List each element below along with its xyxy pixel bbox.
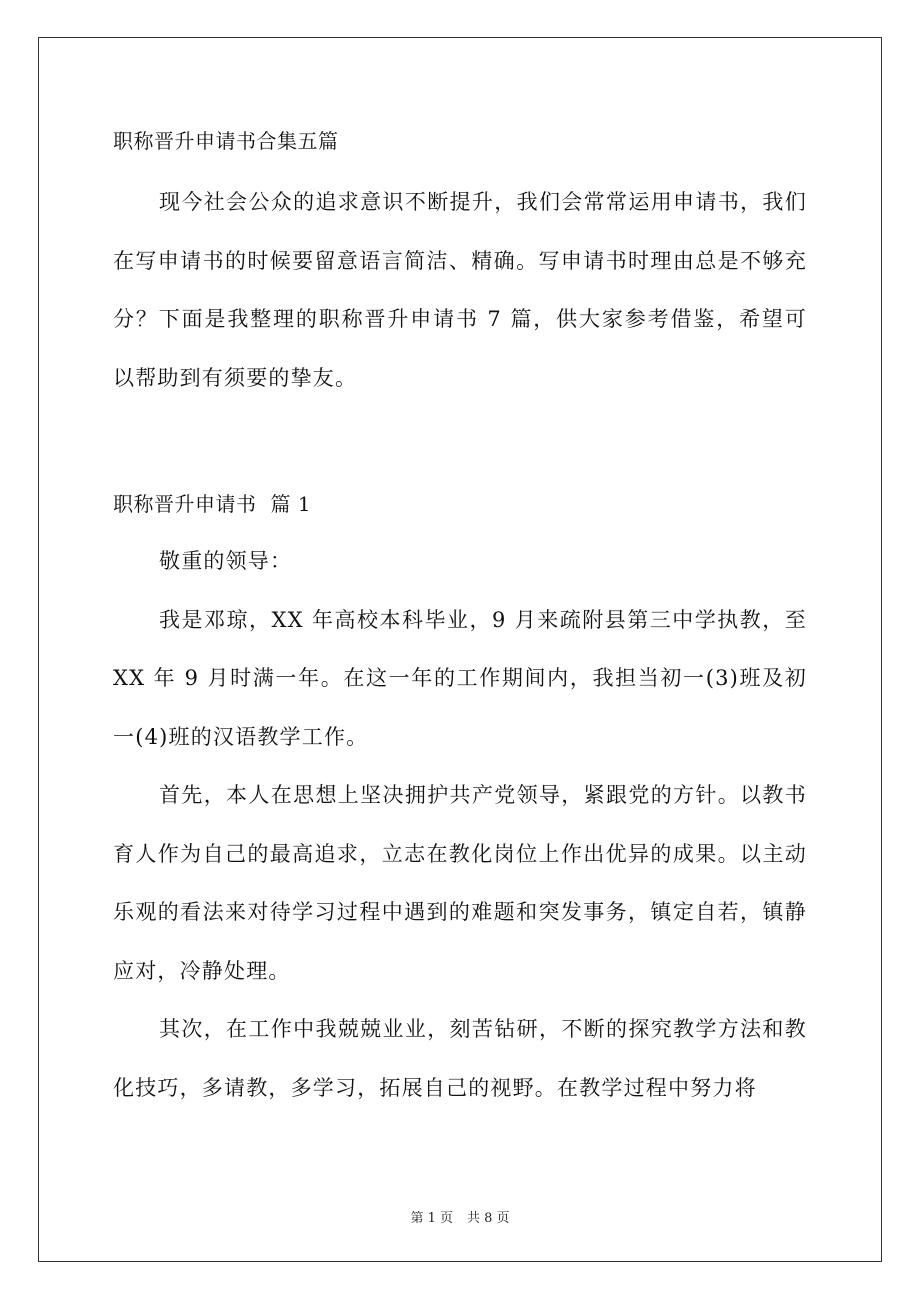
document-title: 职称晋升申请书合集五篇 bbox=[113, 129, 339, 153]
body-paragraph: 我是邓琼，XX 年高校本科毕业，9 月来疏附县第三中学执教，至 XX 年 9 月时满一年。在这一年的工作期间内，我担当初一(3)班及初一(4)班的汉语教学工作。 bbox=[113, 607, 807, 749]
salutation-paragraph: 敬重的领导： bbox=[159, 549, 293, 573]
body-paragraph: 其次，在工作中我兢兢业业，刻苦钻研，不断的探究教学方法和教化技巧，多请教，多学习，拓展自己的视野。在教学过程中努力将 bbox=[113, 1017, 807, 1100]
page-total: 共 8 页 bbox=[467, 1211, 510, 1226]
section-title bbox=[113, 484, 807, 524]
body-paragraph: 首先，本人在思想上坚决拥护共产党领导，紧跟党的方针。以教书育人作为自己的最高追求，立志在教化岗位上作出优异的成果。以主动乐观的看法来对待学习过程中遇到的难题和突发事务，镇定自若，镇静应对，冷静处理。 bbox=[113, 783, 807, 983]
page-number: 第 1 页 bbox=[410, 1211, 453, 1226]
document-body bbox=[113, 121, 807, 1117]
page-footer bbox=[0, 1207, 920, 1226]
intro-paragraph: 现今社会公众的追求意识不断提升，我们会常常运用申请书，我们在写申请书的时候要留意语言简洁、精确。写申请书时理由总是不够充分？下面是我整理的职称晋升申请书 7 篇，供大家参考借鉴，希望可以帮助到有须要的挚友。 bbox=[113, 190, 807, 390]
section-title-text: 职称晋升申请书 bbox=[113, 492, 257, 516]
section-number: 篇 1 bbox=[270, 492, 312, 516]
